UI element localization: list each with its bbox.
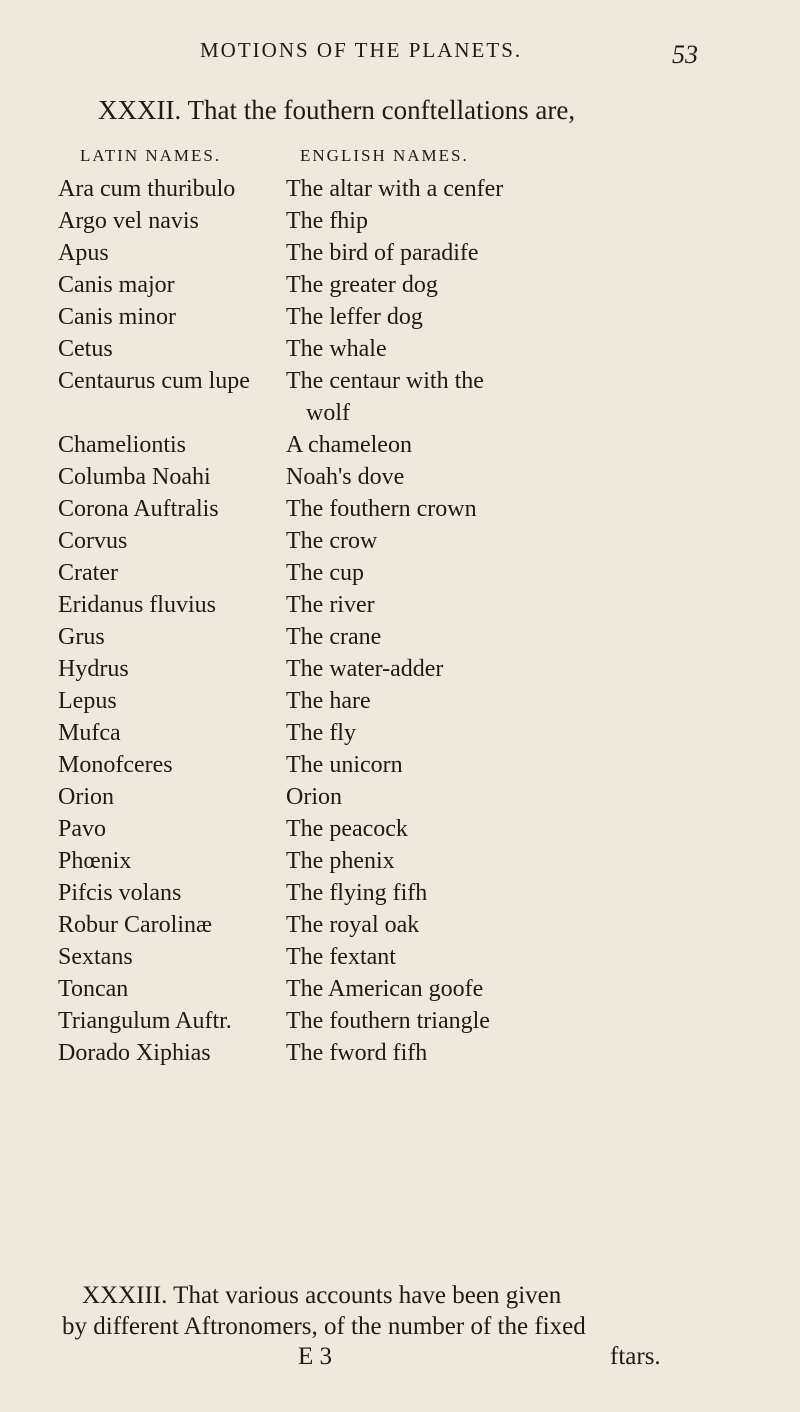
table-row (0, 493, 800, 525)
table-row (0, 973, 800, 1005)
latin-name: Canis minor (58, 304, 176, 330)
english-names-header: ENGLISH NAMES. (300, 146, 469, 165)
table-row (0, 717, 800, 749)
table-row (0, 781, 800, 813)
table-row (0, 621, 800, 653)
english-name-continuation: wolf (306, 400, 350, 426)
table-row (0, 365, 800, 429)
table-row (0, 461, 800, 493)
latin-name: Mufca (58, 720, 121, 746)
latin-name: Columba Noahi (58, 464, 211, 490)
table-row (0, 685, 800, 717)
table-row (0, 557, 800, 589)
english-name: The crow (286, 528, 378, 554)
constellation-table (0, 173, 800, 1069)
table-row (0, 237, 800, 269)
latin-names-header: LATIN NAMES. (80, 146, 222, 165)
table-row (0, 301, 800, 333)
latin-name: Argo vel navis (58, 208, 199, 234)
latin-name: Toncan (58, 976, 129, 1002)
english-name: The royal oak (286, 912, 420, 938)
english-name: The fouthern crown (286, 496, 477, 522)
table-row (0, 941, 800, 973)
latin-name: Pavo (58, 816, 106, 842)
table-row (0, 333, 800, 365)
english-name (286, 365, 716, 429)
latin-name: Lepus (58, 688, 117, 714)
english-name: The unicorn (286, 752, 403, 778)
latin-name: Grus (58, 624, 105, 650)
english-name: The fhip (286, 208, 368, 234)
latin-name: Pifcis volans (58, 880, 182, 906)
latin-name: Hydrus (58, 656, 129, 682)
english-name: The cup (286, 560, 364, 586)
table-row (0, 877, 800, 909)
english-name: The peacock (286, 816, 408, 842)
english-name: The fextant (286, 944, 396, 970)
table-row (0, 813, 800, 845)
paragraph-line: by different Aftronomers, of the number of the fixed (62, 1313, 586, 1340)
english-name: The fouthern triangle (286, 1008, 490, 1034)
english-name: The fly (286, 720, 356, 746)
latin-name: Centaurus cum lupe (58, 368, 250, 394)
section-heading: XXXII. That the fouthern conftellations are, (98, 95, 576, 125)
english-name: The river (286, 592, 375, 618)
english-name: The whale (286, 336, 387, 362)
latin-name: Monofceres (58, 752, 173, 778)
table-row (0, 173, 800, 205)
table-row (0, 269, 800, 301)
english-name: The water-adder (286, 656, 444, 682)
table-row (0, 525, 800, 557)
paragraph-line: XXXIII. That various accounts have been given (82, 1282, 562, 1309)
latin-name: Canis major (58, 272, 175, 298)
english-name: The greater dog (286, 272, 438, 298)
english-name: The American goofe (286, 976, 484, 1002)
body-paragraph (62, 1280, 722, 1342)
table-row (0, 749, 800, 781)
latin-name: Eridanus fluvius (58, 592, 216, 618)
english-name: The bird of paradife (286, 240, 479, 266)
table-row (0, 429, 800, 461)
latin-name: Chameliontis (58, 432, 186, 458)
page-number: 53 (672, 40, 698, 69)
latin-name: Triangulum Auftr. (58, 1008, 232, 1034)
table-row (0, 909, 800, 941)
english-name: Noah's dove (286, 464, 405, 490)
catchword: ftars. (610, 1343, 661, 1370)
english-name: The crane (286, 624, 382, 650)
latin-name: Robur Carolinæ (58, 912, 212, 938)
table-row (0, 845, 800, 877)
signature-mark: E 3 (298, 1343, 333, 1370)
latin-name: Ara cum thuribulo (58, 176, 236, 202)
latin-name: Crater (58, 560, 118, 586)
latin-name: Corvus (58, 528, 128, 554)
english-name: The flying fifh (286, 880, 428, 906)
latin-name: Dorado Xiphias (58, 1040, 211, 1066)
english-name-line: The centaur with the (286, 368, 484, 394)
english-name: The hare (286, 688, 371, 714)
english-name: The altar with a cenfer (286, 176, 504, 202)
latin-name: Corona Auftralis (58, 496, 219, 522)
latin-name: Apus (58, 240, 109, 266)
table-row (0, 653, 800, 685)
table-row (0, 589, 800, 621)
english-name: The fword fifh (286, 1040, 428, 1066)
table-row (0, 205, 800, 237)
english-name: The phenix (286, 848, 395, 874)
english-name: The leffer dog (286, 304, 423, 330)
english-name: Orion (286, 784, 342, 810)
english-name: A chameleon (286, 432, 412, 458)
running-head: MOTIONS OF THE PLANETS. (200, 38, 523, 62)
table-row (0, 1037, 800, 1069)
latin-name: Cetus (58, 336, 113, 362)
latin-name: Orion (58, 784, 114, 810)
latin-name: Phœnix (58, 848, 132, 874)
latin-name: Sextans (58, 944, 133, 970)
table-row (0, 1005, 800, 1037)
